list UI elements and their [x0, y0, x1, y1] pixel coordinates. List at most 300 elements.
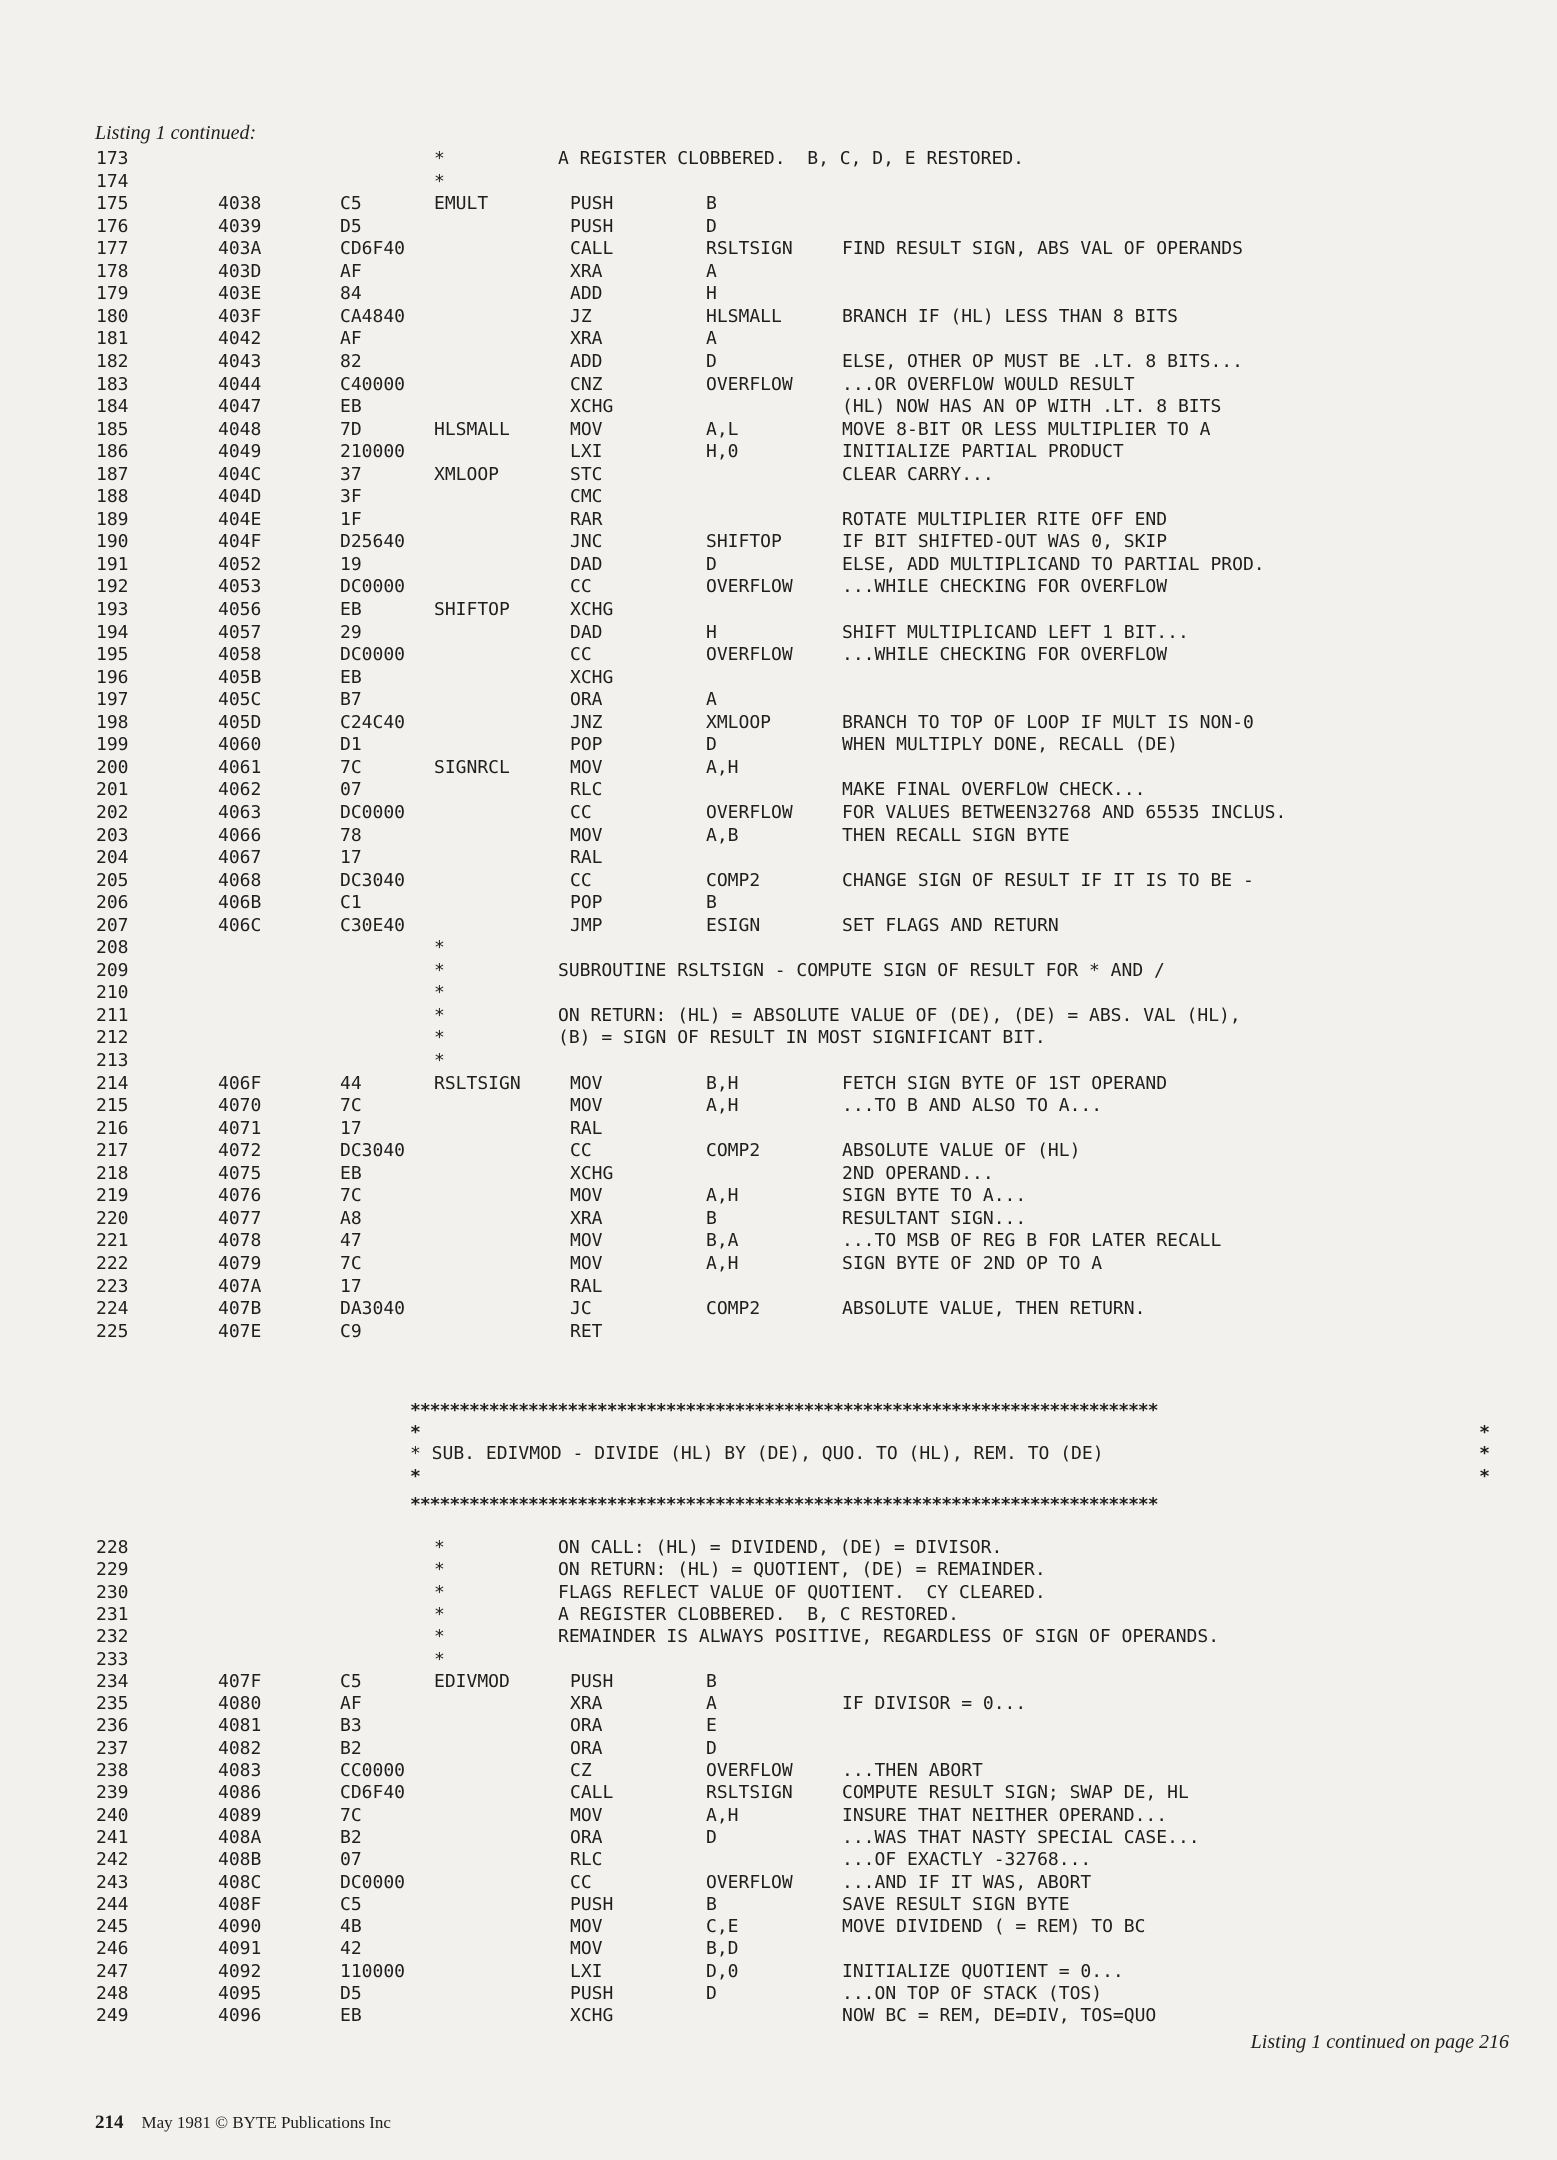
box-top-border: ****************************************************************************: [410, 1400, 1158, 1412]
comment: SHIFT MULTIPLICAND LEFT 1 BIT...: [842, 622, 1189, 643]
comment: ...AND IF IT WAS, ABORT: [842, 1872, 1092, 1893]
comment: NOW BC = REM, DE=DIV, TOS=QUO: [842, 2005, 1157, 2026]
label: RSLTSIGN: [434, 1073, 521, 1094]
object-code: DC0000: [340, 576, 406, 597]
operand: B: [706, 193, 717, 214]
comment-star: *: [434, 937, 445, 958]
comment: THEN RECALL SIGN BYTE: [842, 825, 1070, 846]
line-number: 207: [96, 915, 129, 936]
comment-text: (B) = SIGN OF RESULT IN MOST SIGNIFICANT BIT.: [558, 1027, 1046, 1048]
line-number: 183: [96, 374, 129, 395]
operand: A,B: [706, 825, 739, 846]
comment: CLEAR CARRY...: [842, 464, 994, 485]
listing-line: [0, 667, 1557, 689]
address: 4052: [218, 554, 262, 575]
address: 4060: [218, 734, 262, 755]
listing-line: [0, 1298, 1557, 1320]
listing-line: [0, 554, 1557, 576]
object-code: 7C: [340, 1185, 362, 1206]
listing-line: [0, 825, 1557, 847]
address: 4092: [218, 1961, 262, 1982]
line-number: 216: [96, 1118, 129, 1139]
address: 4091: [218, 1938, 262, 1959]
line-number: 198: [96, 712, 129, 733]
address: 4075: [218, 1163, 262, 1184]
subroutine-header-box: [410, 1400, 1490, 1510]
object-code: B2: [340, 1827, 362, 1848]
opcode: LXI: [570, 1961, 603, 1982]
line-number: 215: [96, 1095, 129, 1116]
operand: H: [706, 622, 717, 643]
listing-line: [0, 1537, 1557, 1559]
address: 405C: [218, 689, 262, 710]
address: 407B: [218, 1298, 262, 1319]
address: 408C: [218, 1872, 262, 1893]
object-code: D5: [340, 1983, 362, 2004]
page-footer: [95, 2112, 391, 2134]
operand: A,H: [706, 1185, 739, 1206]
object-code: 17: [340, 1118, 362, 1139]
line-number: 218: [96, 1163, 129, 1184]
line-number: 210: [96, 982, 129, 1003]
listing-line: [0, 802, 1557, 824]
comment-star: *: [434, 1050, 445, 1071]
address: 403F: [218, 306, 262, 327]
object-code: 7C: [340, 1095, 362, 1116]
listing-line: [0, 193, 1557, 215]
address: 408B: [218, 1849, 262, 1870]
listing-line: [0, 1983, 1557, 2005]
listing-line: [0, 1938, 1557, 1960]
listing-line: [0, 148, 1557, 170]
line-number: 240: [96, 1805, 129, 1826]
listing-line: [0, 374, 1557, 396]
line-number: 222: [96, 1253, 129, 1274]
object-code: DC3040: [340, 1140, 406, 1161]
object-code: CC0000: [340, 1760, 406, 1781]
listing-line: [0, 486, 1557, 508]
opcode: ORA: [570, 1827, 603, 1848]
object-code: 82: [340, 351, 362, 372]
object-code: 07: [340, 1849, 362, 1870]
line-number: 185: [96, 419, 129, 440]
operand: A: [706, 328, 717, 349]
listing-line: [0, 2005, 1557, 2027]
comment-star: *: [434, 982, 445, 1003]
listing-line: [0, 1872, 1557, 1894]
label: SHIFTOP: [434, 599, 510, 620]
object-code: B7: [340, 689, 362, 710]
line-number: 188: [96, 486, 129, 507]
line-number: 194: [96, 622, 129, 643]
object-code: C24C40: [340, 712, 406, 733]
address: 406F: [218, 1073, 262, 1094]
opcode: ORA: [570, 1715, 603, 1736]
line-number: 249: [96, 2005, 129, 2026]
object-code: 84: [340, 283, 362, 304]
page-number: 214: [95, 2112, 124, 2133]
listing-line: [0, 622, 1557, 644]
listing-line: [0, 1738, 1557, 1760]
line-number: 191: [96, 554, 129, 575]
opcode: CC: [570, 870, 592, 891]
object-code: D1: [340, 734, 362, 755]
opcode: PUSH: [570, 193, 614, 214]
opcode: ORA: [570, 1738, 603, 1759]
comment: FIND RESULT SIGN, ABS VAL OF OPERANDS: [842, 238, 1243, 259]
box-title: * SUB. EDIVMOD - DIVIDE (HL) BY (DE), QUO. TO (HL), REM. TO (DE): [410, 1443, 1104, 1464]
operand: A,H: [706, 757, 739, 778]
operand: B,D: [706, 1938, 739, 1959]
opcode: JC: [570, 1298, 592, 1319]
address: 4078: [218, 1230, 262, 1251]
line-number: 241: [96, 1827, 129, 1848]
listing-line: [0, 1276, 1557, 1298]
listing-caption-bottom: Listing 1 continued on page 216: [1250, 2031, 1509, 2053]
label: EMULT: [434, 193, 489, 214]
line-number: 242: [96, 1849, 129, 1870]
opcode: JNZ: [570, 712, 603, 733]
box-bottom-border: ****************************************************************************: [410, 1494, 1158, 1506]
listing-caption-top: Listing 1 continued:: [95, 122, 257, 144]
object-code: EB: [340, 2005, 362, 2026]
line-number: 174: [96, 171, 129, 192]
listing-line: [0, 1782, 1557, 1804]
operand: E: [706, 1715, 717, 1736]
opcode: CMC: [570, 486, 603, 507]
object-code: C40000: [340, 374, 406, 395]
operand: COMP2: [706, 1298, 761, 1319]
address: 4079: [218, 1253, 262, 1274]
address: 4044: [218, 374, 262, 395]
line-number: 195: [96, 644, 129, 665]
operand: XMLOOP: [706, 712, 772, 733]
listing-line: [0, 757, 1557, 779]
opcode: CZ: [570, 1760, 592, 1781]
object-code: DC0000: [340, 802, 406, 823]
operand: D: [706, 1738, 717, 1759]
opcode: XCHG: [570, 396, 614, 417]
address: 4083: [218, 1760, 262, 1781]
line-number: 186: [96, 441, 129, 462]
comment: MOVE DIVIDEND ( = REM) TO BC: [842, 1916, 1146, 1937]
listing-line: [0, 915, 1557, 937]
opcode: XCHG: [570, 599, 614, 620]
comment: ...WHILE CHECKING FOR OVERFLOW: [842, 644, 1168, 665]
line-number: 192: [96, 576, 129, 597]
label: XMLOOP: [434, 464, 500, 485]
object-code: 4B: [340, 1916, 362, 1937]
line-number: 197: [96, 689, 129, 710]
operand: H: [706, 283, 717, 304]
comment: ...TO B AND ALSO TO A...: [842, 1095, 1103, 1116]
comment-text: ON CALL: (HL) = DIVIDEND, (DE) = DIVISOR.: [558, 1537, 1003, 1558]
operand: RSLTSIGN: [706, 1782, 793, 1803]
line-number: 237: [96, 1738, 129, 1759]
object-code: B2: [340, 1738, 362, 1759]
line-number: 206: [96, 892, 129, 913]
opcode: MOV: [570, 1805, 603, 1826]
object-code: 7C: [340, 757, 362, 778]
comment: ROTATE MULTIPLIER RITE OFF END: [842, 509, 1168, 530]
box-star: *: [1479, 1422, 1490, 1443]
opcode: STC: [570, 464, 603, 485]
listing-line: [0, 351, 1557, 373]
object-code: DC0000: [340, 644, 406, 665]
comment: FOR VALUES BETWEEN32768 AND 65535 INCLUS.: [842, 802, 1287, 823]
listing-line: [0, 1894, 1557, 1916]
object-code: CD6F40: [340, 1782, 406, 1803]
object-code: EB: [340, 1163, 362, 1184]
operand: B: [706, 1208, 717, 1229]
line-number: 201: [96, 779, 129, 800]
opcode: CNZ: [570, 374, 603, 395]
comment: SET FLAGS AND RETURN: [842, 915, 1059, 936]
listing-line: [0, 599, 1557, 621]
opcode: RLC: [570, 1849, 603, 1870]
object-code: AF: [340, 261, 362, 282]
opcode: MOV: [570, 419, 603, 440]
opcode: POP: [570, 892, 603, 913]
object-code: 07: [340, 779, 362, 800]
listing-line: [0, 847, 1557, 869]
comment: BRANCH TO TOP OF LOOP IF MULT IS NON-0: [842, 712, 1254, 733]
line-number: 220: [96, 1208, 129, 1229]
line-number: 202: [96, 802, 129, 823]
comment: MAKE FINAL OVERFLOW CHECK...: [842, 779, 1146, 800]
object-code: 110000: [340, 1961, 406, 1982]
comment: INITIALIZE PARTIAL PRODUCT: [842, 441, 1124, 462]
address: 406B: [218, 892, 262, 913]
opcode: DAD: [570, 622, 603, 643]
comment: COMPUTE RESULT SIGN; SWAP DE, HL: [842, 1782, 1189, 1803]
line-number: 177: [96, 238, 129, 259]
listing-line: [0, 328, 1557, 350]
comment-star: *: [434, 1649, 445, 1670]
comment: ABSOLUTE VALUE, THEN RETURN.: [842, 1298, 1146, 1319]
operand: D: [706, 351, 717, 372]
line-number: 208: [96, 937, 129, 958]
address: 4072: [218, 1140, 262, 1161]
operand: B: [706, 1671, 717, 1692]
address: 4096: [218, 2005, 262, 2026]
line-number: 205: [96, 870, 129, 891]
line-number: 180: [96, 306, 129, 327]
address: 4056: [218, 599, 262, 620]
object-code: 47: [340, 1230, 362, 1251]
operand: OVERFLOW: [706, 1760, 793, 1781]
line-number: 211: [96, 1005, 129, 1026]
box-star: *: [410, 1466, 421, 1487]
operand: D: [706, 554, 717, 575]
address: 405D: [218, 712, 262, 733]
object-code: EB: [340, 599, 362, 620]
operand: A,L: [706, 419, 739, 440]
line-number: 230: [96, 1582, 129, 1603]
opcode: XCHG: [570, 667, 614, 688]
object-code: AF: [340, 1693, 362, 1714]
address: 407A: [218, 1276, 262, 1297]
object-code: 7C: [340, 1805, 362, 1826]
object-code: 17: [340, 847, 362, 868]
comment-text: ON RETURN: (HL) = QUOTIENT, (DE) = REMAINDER.: [558, 1559, 1046, 1580]
opcode: PUSH: [570, 216, 614, 237]
address: 4067: [218, 847, 262, 868]
address: 4061: [218, 757, 262, 778]
object-code: D5: [340, 216, 362, 237]
listing-line: [0, 1849, 1557, 1871]
address: 403A: [218, 238, 262, 259]
object-code: 7D: [340, 419, 362, 440]
address: 4089: [218, 1805, 262, 1826]
line-number: 184: [96, 396, 129, 417]
operand: A,H: [706, 1095, 739, 1116]
opcode: XRA: [570, 1208, 603, 1229]
address: 405B: [218, 667, 262, 688]
label: EDIVMOD: [434, 1671, 510, 1692]
line-number: 209: [96, 960, 129, 981]
opcode: MOV: [570, 1073, 603, 1094]
line-number: 247: [96, 1961, 129, 1982]
line-number: 246: [96, 1938, 129, 1959]
listing-line: [0, 1005, 1557, 1027]
comment-text: A REGISTER CLOBBERED. B, C, D, E RESTORED.: [558, 148, 1024, 169]
address: 4053: [218, 576, 262, 597]
listing-line: [0, 1715, 1557, 1737]
object-code: CA4840: [340, 306, 406, 327]
address: 4047: [218, 396, 262, 417]
operand: B,H: [706, 1073, 739, 1094]
line-number: 223: [96, 1276, 129, 1297]
address: 4063: [218, 802, 262, 823]
comment-text: REMAINDER IS ALWAYS POSITIVE, REGARDLESS OF SIGN OF OPERANDS.: [558, 1626, 1220, 1647]
comment: MOVE 8-BIT OR LESS MULTIPLIER TO A: [842, 419, 1211, 440]
listing-line: [0, 1805, 1557, 1827]
operand: H,0: [706, 441, 739, 462]
comment: ...OR OVERFLOW WOULD RESULT: [842, 374, 1135, 395]
listing-line: [0, 531, 1557, 553]
comment: CHANGE SIGN OF RESULT IF IT IS TO BE -: [842, 870, 1254, 891]
opcode: JZ: [570, 306, 592, 327]
address: 4042: [218, 328, 262, 349]
opcode: JNC: [570, 531, 603, 552]
operand: C,E: [706, 1916, 739, 1937]
operand: A,H: [706, 1805, 739, 1826]
object-code: CD6F40: [340, 238, 406, 259]
address: 4081: [218, 1715, 262, 1736]
address: 4043: [218, 351, 262, 372]
listing-line: [0, 1559, 1557, 1581]
comment-text: FLAGS REFLECT VALUE OF QUOTIENT. CY CLEARED.: [558, 1582, 1046, 1603]
listing-line: [0, 982, 1557, 1004]
opcode: MOV: [570, 1938, 603, 1959]
line-number: 221: [96, 1230, 129, 1251]
listing-line: [0, 171, 1557, 193]
address: 403D: [218, 261, 262, 282]
line-number: 243: [96, 1872, 129, 1893]
line-number: 228: [96, 1537, 129, 1558]
line-number: 196: [96, 667, 129, 688]
listing-line: [0, 1916, 1557, 1938]
address: 4068: [218, 870, 262, 891]
box-star: *: [410, 1422, 421, 1443]
opcode: XRA: [570, 328, 603, 349]
line-number: 234: [96, 1671, 129, 1692]
line-number: 204: [96, 847, 129, 868]
line-number: 189: [96, 509, 129, 530]
line-number: 224: [96, 1298, 129, 1319]
line-number: 231: [96, 1604, 129, 1625]
opcode: RET: [570, 1321, 603, 1342]
comment-star: *: [434, 1027, 445, 1048]
footer-text: May 1981 © BYTE Publications Inc: [141, 2113, 391, 2132]
address: 4062: [218, 779, 262, 800]
address: 4086: [218, 1782, 262, 1803]
listing-line: [0, 396, 1557, 418]
opcode: MOV: [570, 1095, 603, 1116]
object-code: DC3040: [340, 870, 406, 891]
address: 408A: [218, 1827, 262, 1848]
line-number: 248: [96, 1983, 129, 2004]
listing-line: [0, 1253, 1557, 1275]
line-number: 179: [96, 283, 129, 304]
object-code: 44: [340, 1073, 362, 1094]
operand: B: [706, 1894, 717, 1915]
comment: ...WAS THAT NASTY SPECIAL CASE...: [842, 1827, 1200, 1848]
opcode: ADD: [570, 351, 603, 372]
opcode: RAL: [570, 1118, 603, 1139]
comment: RESULTANT SIGN...: [842, 1208, 1027, 1229]
line-number: 236: [96, 1715, 129, 1736]
opcode: ADD: [570, 283, 603, 304]
operand: D: [706, 1827, 717, 1848]
operand: B: [706, 892, 717, 913]
listing-line: [0, 464, 1557, 486]
comment: ...ON TOP OF STACK (TOS): [842, 1983, 1103, 2004]
comment: BRANCH IF (HL) LESS THAN 8 BITS: [842, 306, 1178, 327]
listing-line: [0, 1626, 1557, 1648]
box-star: *: [1479, 1443, 1490, 1464]
operand: OVERFLOW: [706, 1872, 793, 1893]
listing-line: [0, 1208, 1557, 1230]
line-number: 182: [96, 351, 129, 372]
listing-line: [0, 576, 1557, 598]
listing-line: [0, 261, 1557, 283]
opcode: CC: [570, 802, 592, 823]
operand: B,A: [706, 1230, 739, 1251]
object-code: EB: [340, 667, 362, 688]
listing-line: [0, 509, 1557, 531]
listing-line: [0, 960, 1557, 982]
opcode: MOV: [570, 825, 603, 846]
comment: ...THEN ABORT: [842, 1760, 983, 1781]
object-code: C5: [340, 1671, 362, 1692]
address: 4049: [218, 441, 262, 462]
address: 404F: [218, 531, 262, 552]
listing-line: [0, 937, 1557, 959]
line-number: 245: [96, 1916, 129, 1937]
comment: WHEN MULTIPLY DONE, RECALL (DE): [842, 734, 1178, 755]
line-number: 193: [96, 599, 129, 620]
operand: COMP2: [706, 870, 761, 891]
listing-line: [0, 870, 1557, 892]
address: 404E: [218, 509, 262, 530]
comment-star: *: [434, 1005, 445, 1026]
listing-line: [0, 1693, 1557, 1715]
listing-line: [0, 238, 1557, 260]
comment: IF BIT SHIFTED-OUT WAS 0, SKIP: [842, 531, 1168, 552]
comment: SIGN BYTE OF 2ND OP TO A: [842, 1253, 1103, 1274]
